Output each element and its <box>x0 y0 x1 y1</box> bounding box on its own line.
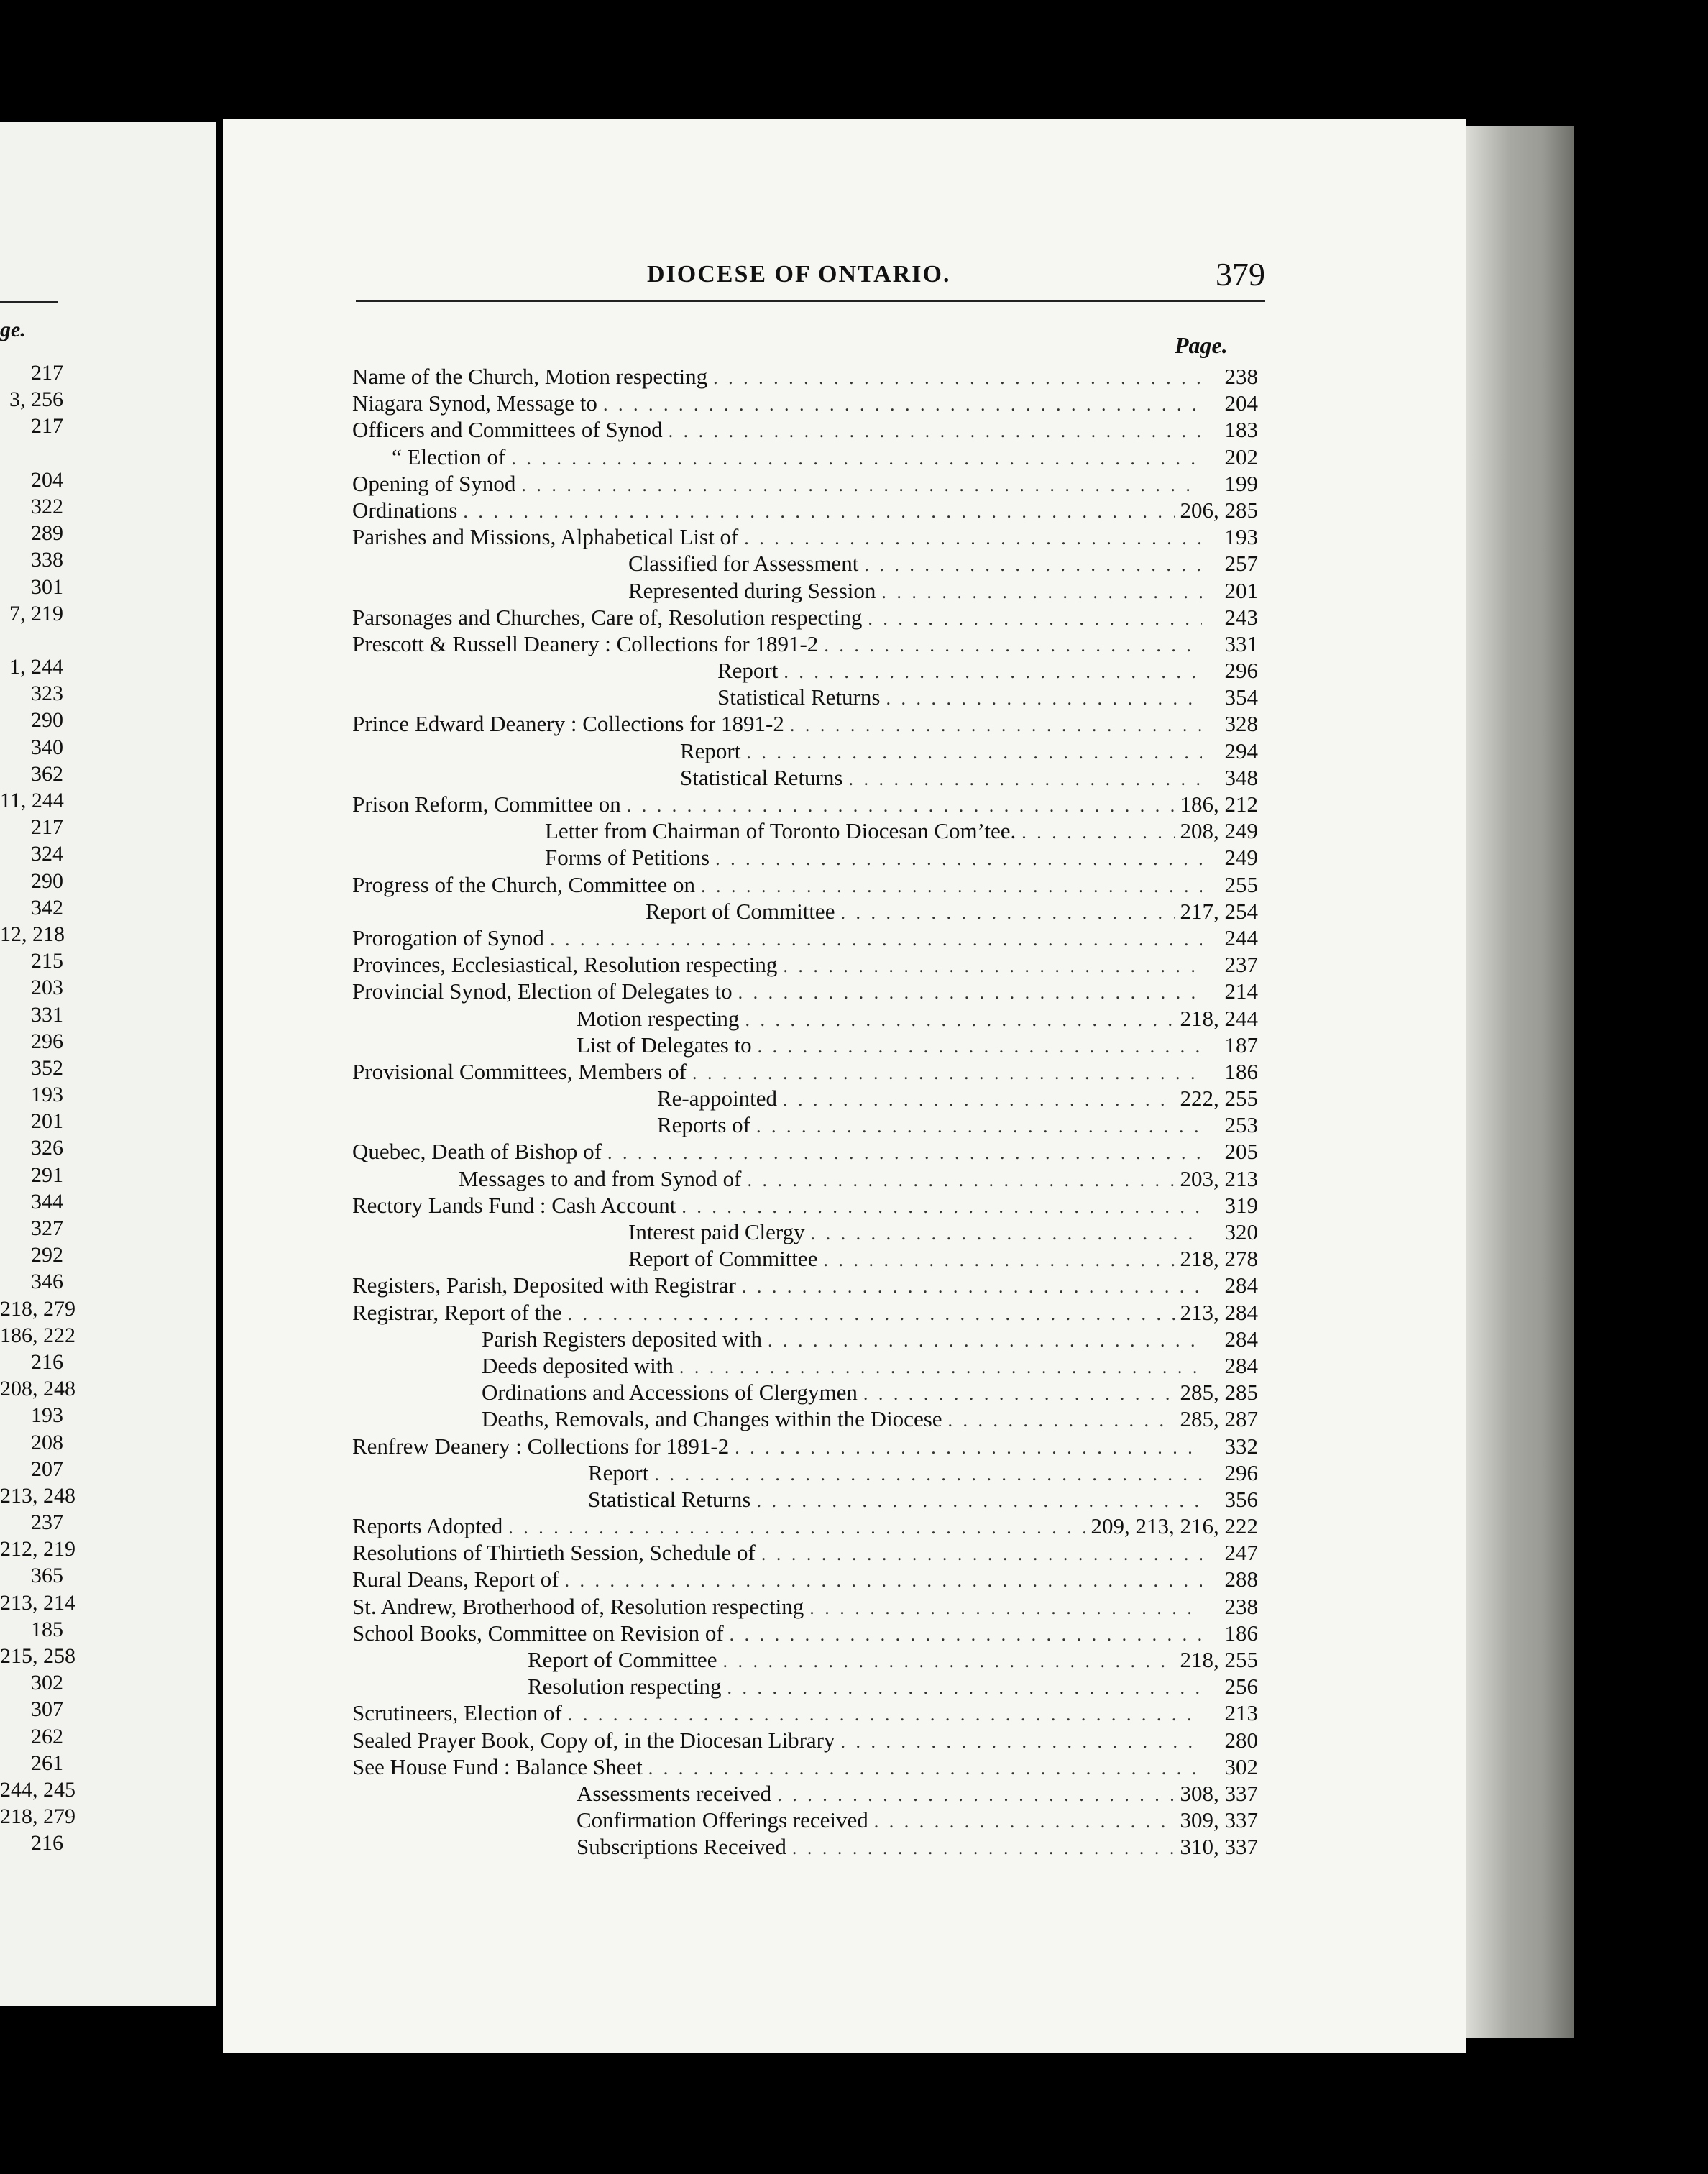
left-page-number: 186, 222 <box>0 1323 75 1347</box>
entry-label: Reports Adopted <box>352 1513 503 1539</box>
left-header-rule <box>0 301 58 303</box>
index-entry <box>352 1245 1258 1272</box>
index-entry <box>352 604 1258 630</box>
entry-pages: 187 <box>1224 1032 1258 1058</box>
index-entry <box>352 1085 1258 1111</box>
left-page-number: 327 <box>31 1216 63 1240</box>
index-entry <box>352 1379 1258 1405</box>
index-entry <box>352 416 1258 443</box>
index-entry <box>352 871 1258 898</box>
dot-leader <box>568 1701 1202 1728</box>
entry-label: List of Delegates to <box>577 1032 752 1058</box>
index-entries <box>352 363 1258 1861</box>
dot-leader <box>508 1514 1085 1541</box>
entry-label: Subscriptions Received <box>577 1834 786 1860</box>
index-entry <box>352 550 1258 577</box>
index-entry <box>352 1646 1258 1673</box>
left-page-number: 322 <box>31 494 63 518</box>
entry-label: Motion respecting <box>577 1005 740 1031</box>
left-page-number: 213, 248 <box>0 1483 75 1508</box>
index-entry <box>352 1780 1258 1807</box>
entry-label: Provinces, Ecclesiastical, Resolution respecting <box>352 952 778 978</box>
index-entry <box>352 1539 1258 1566</box>
left-page-number: 244, 245 <box>0 1777 75 1802</box>
left-page-number: 217 <box>31 414 63 439</box>
dot-leader <box>840 899 1174 926</box>
entry-pages: 199 <box>1224 470 1258 496</box>
dot-leader <box>463 498 1174 525</box>
dot-leader <box>790 712 1202 738</box>
entry-label: Forms of Petitions <box>545 845 710 871</box>
left-page-number: 12, 218 <box>0 922 65 946</box>
entry-label: Prorogation of Synod <box>352 925 544 950</box>
entry-pages: 284 <box>1224 1272 1258 1298</box>
dot-leader <box>722 1648 1174 1674</box>
entry-pages: 356 <box>1224 1486 1258 1512</box>
index-entry <box>352 1326 1258 1352</box>
dot-leader <box>886 685 1202 712</box>
index-entry <box>352 630 1258 657</box>
dot-leader <box>848 766 1202 792</box>
dot-leader <box>881 579 1202 605</box>
dot-leader <box>679 1354 1202 1380</box>
left-column-label: ge. <box>0 318 26 341</box>
left-page-number: 208, 248 <box>0 1377 75 1401</box>
left-page-number: 290 <box>31 708 63 733</box>
left-page-number: 1, 244 <box>9 655 63 679</box>
entry-label: Resolution respecting <box>528 1674 722 1700</box>
entry-label: School Books, Committee on Revision of <box>352 1620 724 1646</box>
entry-label: See House Fund : Balance Sheet <box>352 1753 643 1779</box>
entry-pages: 204 <box>1224 390 1258 416</box>
entry-pages: 285, 285 <box>1180 1380 1258 1405</box>
entry-label: Deaths, Removals, and Changes within the Diocese <box>482 1406 942 1432</box>
left-page-number: 237 <box>31 1510 63 1535</box>
dot-leader <box>607 1139 1202 1166</box>
entry-pages: 294 <box>1224 738 1258 763</box>
left-page-number: 215, 258 <box>0 1644 75 1668</box>
dot-leader <box>1021 819 1174 845</box>
entry-pages: 214 <box>1224 978 1258 1004</box>
entry-pages: 285, 287 <box>1180 1406 1258 1432</box>
entry-pages: 193 <box>1224 524 1258 550</box>
entry-pages: 218, 255 <box>1180 1647 1258 1672</box>
left-page-number: 346 <box>31 1270 63 1294</box>
entry-pages: 328 <box>1224 711 1258 737</box>
dot-leader <box>730 1621 1202 1648</box>
entry-pages: 201 <box>1224 577 1258 603</box>
left-page-number: 365 <box>31 1564 63 1588</box>
left-page-number <box>0 627 63 653</box>
left-page-number: 331 <box>31 1002 63 1027</box>
left-page-number: 3, 256 <box>9 387 63 412</box>
left-page <box>0 122 216 2006</box>
entry-pages: 256 <box>1224 1674 1258 1700</box>
page-column-label: Page. <box>1175 332 1228 358</box>
entry-label: Opening of Synod <box>352 470 516 496</box>
dot-leader <box>627 792 1175 819</box>
entry-pages: 253 <box>1224 1112 1258 1138</box>
index-entry <box>352 1593 1258 1620</box>
entry-label: Sealed Prayer Book, Copy of, in the Diocesan Library <box>352 1727 835 1753</box>
entry-label: Report <box>680 738 741 763</box>
entry-pages: 296 <box>1224 1459 1258 1485</box>
entry-label: Report of Committee <box>628 1246 818 1272</box>
entry-pages: 247 <box>1224 1540 1258 1566</box>
entry-label: Statistical Returns <box>717 684 881 710</box>
book-page-edge <box>1466 126 1574 2038</box>
left-page-number: 185 <box>31 1617 63 1641</box>
entry-pages: 331 <box>1224 630 1258 656</box>
dot-leader <box>701 873 1202 899</box>
dot-leader <box>648 1755 1202 1781</box>
entry-label: Statistical Returns <box>588 1486 751 1512</box>
dot-leader <box>756 1487 1202 1514</box>
entry-label: Parsonages and Churches, Care of, Resolution respecting <box>352 604 863 630</box>
left-page-number: 291 <box>31 1162 63 1187</box>
index-entry <box>352 1272 1258 1298</box>
entry-pages: 186 <box>1224 1058 1258 1084</box>
entry-pages: 186 <box>1224 1620 1258 1646</box>
entry-pages: 255 <box>1224 871 1258 897</box>
left-page-number: 204 <box>31 467 63 492</box>
index-entry <box>352 1459 1258 1486</box>
left-page-number: 344 <box>31 1189 63 1214</box>
dot-leader <box>521 472 1202 498</box>
dot-leader <box>669 418 1202 444</box>
index-entry <box>352 1165 1258 1192</box>
index-entry <box>352 657 1258 684</box>
entry-label: Confirmation Offerings received <box>577 1807 868 1833</box>
left-page-number: 207 <box>31 1457 63 1481</box>
entry-label: Ordinations <box>352 497 458 523</box>
entry-pages: 238 <box>1224 364 1258 389</box>
left-page-number: 326 <box>31 1136 63 1160</box>
dot-leader <box>511 445 1202 472</box>
entry-pages: 205 <box>1224 1139 1258 1165</box>
dot-leader <box>745 1006 1174 1033</box>
index-entry <box>352 363 1258 390</box>
index-entry <box>352 1700 1258 1726</box>
left-page-number: 290 <box>31 868 63 893</box>
dot-leader <box>874 1808 1175 1835</box>
index-entry <box>352 1111 1258 1138</box>
dot-leader <box>783 1086 1174 1113</box>
index-entry <box>352 898 1258 925</box>
entry-label: Renfrew Deanery : Collections for 1891-2 <box>352 1433 730 1459</box>
entry-pages: 213 <box>1224 1700 1258 1726</box>
left-page-number: 301 <box>31 574 63 599</box>
entry-pages: 288 <box>1224 1567 1258 1592</box>
left-page-number <box>0 440 63 467</box>
index-entry <box>352 1673 1258 1700</box>
entry-pages: 310, 337 <box>1180 1834 1258 1860</box>
entry-label: Report of Committee <box>528 1647 717 1672</box>
index-entry <box>352 523 1258 550</box>
entry-label: Report <box>588 1459 649 1485</box>
index-entry <box>352 1566 1258 1592</box>
entry-pages: 348 <box>1224 764 1258 790</box>
left-page-number: 340 <box>31 735 63 759</box>
entry-pages: 284 <box>1224 1352 1258 1378</box>
index-entry <box>352 791 1258 817</box>
entry-pages: 209, 213, 216, 222 <box>1091 1513 1258 1539</box>
index-entry <box>352 951 1258 978</box>
dot-leader <box>758 1033 1202 1060</box>
left-page-number: 216 <box>31 1349 63 1374</box>
entry-label: Classified for Assessment <box>628 551 859 577</box>
entry-pages: 280 <box>1224 1727 1258 1753</box>
dot-leader <box>863 1380 1175 1407</box>
index-entry <box>352 1433 1258 1459</box>
dot-leader <box>747 1167 1174 1193</box>
index-entry <box>352 390 1258 416</box>
index-entry <box>352 978 1258 1004</box>
index-entry <box>352 1620 1258 1646</box>
dot-leader <box>746 739 1202 766</box>
entry-label: Report of Committee <box>646 898 835 924</box>
left-page-number: 302 <box>31 1671 63 1695</box>
entry-label: St. Andrew, Brotherhood of, Resolution respecting <box>352 1593 804 1619</box>
entry-label: Parish Registers deposited with <box>482 1326 763 1352</box>
dot-leader <box>681 1193 1202 1220</box>
left-page-number: 262 <box>31 1724 63 1748</box>
entry-label: Quebec, Death of Bishop of <box>352 1139 602 1165</box>
entry-pages: 320 <box>1224 1219 1258 1244</box>
entry-label: “ Election of <box>392 444 506 469</box>
left-page-number: 215 <box>31 949 63 973</box>
dot-leader <box>868 605 1202 632</box>
dot-leader <box>715 845 1202 872</box>
left-page-number: 193 <box>31 1083 63 1107</box>
entry-label: Registrar, Report of the <box>352 1299 562 1325</box>
entry-label: Re-appointed <box>657 1086 778 1111</box>
index-entry <box>352 470 1258 497</box>
index-entry <box>352 1299 1258 1326</box>
left-page-number: 362 <box>31 761 63 786</box>
dot-leader <box>783 953 1202 979</box>
entry-pages: 203, 213 <box>1180 1165 1258 1191</box>
left-page-number: 296 <box>31 1029 63 1053</box>
left-page-number: 261 <box>31 1751 63 1775</box>
entry-label: Progress of the Church, Committee on <box>352 871 695 897</box>
entry-label: Resolutions of Thirtieth Session, Schedule of <box>352 1540 756 1566</box>
left-page-number: 193 <box>31 1403 63 1428</box>
dot-leader <box>738 979 1202 1006</box>
index-entry <box>352 1405 1258 1432</box>
entry-label: Provisional Committees, Members of <box>352 1058 687 1084</box>
entry-pages: 213, 284 <box>1180 1299 1258 1325</box>
entry-pages: 257 <box>1224 551 1258 577</box>
left-page-number: 218, 279 <box>0 1296 75 1321</box>
entry-label: Niagara Synod, Message to <box>352 390 597 416</box>
index-entry <box>352 764 1258 791</box>
entry-label: Letter from Chairman of Toronto Diocesan Com’tee. <box>545 818 1016 844</box>
entry-label: Name of the Church, Motion respecting <box>352 364 708 389</box>
index-entry <box>352 1352 1258 1379</box>
left-page-number: 208 <box>31 1430 63 1454</box>
page-number: 379 <box>1216 256 1265 293</box>
dot-leader <box>811 1220 1202 1247</box>
left-page-number: 352 <box>31 1055 63 1080</box>
entry-label: Deeds deposited with <box>482 1352 674 1378</box>
entry-pages: 332 <box>1224 1433 1258 1459</box>
dot-leader <box>692 1060 1202 1086</box>
entry-label: Rectory Lands Fund : Cash Account <box>352 1192 676 1218</box>
index-entry <box>352 844 1258 871</box>
entry-pages: 202 <box>1224 444 1258 469</box>
index-entry <box>352 1513 1258 1539</box>
index-entry <box>352 577 1258 604</box>
entry-pages: 309, 337 <box>1180 1807 1258 1833</box>
entry-pages: 296 <box>1224 658 1258 684</box>
index-entry <box>352 497 1258 523</box>
entry-pages: 243 <box>1224 604 1258 630</box>
entry-pages: 186, 212 <box>1180 792 1258 817</box>
index-entry <box>352 925 1258 951</box>
entry-pages: 222, 255 <box>1180 1086 1258 1111</box>
index-entry <box>352 684 1258 710</box>
index-entry <box>352 1753 1258 1780</box>
dot-leader <box>809 1595 1202 1621</box>
entry-label: Statistical Returns <box>680 764 843 790</box>
index-entry <box>352 1192 1258 1219</box>
dot-leader <box>727 1674 1202 1701</box>
entry-pages: 302 <box>1224 1753 1258 1779</box>
entry-pages: 183 <box>1224 417 1258 443</box>
entry-label: Scrutineers, Election of <box>352 1700 562 1726</box>
index-entry <box>352 1833 1258 1860</box>
left-page-number: 203 <box>31 976 63 1000</box>
entry-pages: 238 <box>1224 1593 1258 1619</box>
entry-pages: 308, 337 <box>1180 1780 1258 1806</box>
entry-pages: 218, 278 <box>1180 1246 1258 1272</box>
left-page-number: 307 <box>31 1697 63 1722</box>
dot-leader <box>841 1728 1203 1755</box>
entry-label: Prescott & Russell Deanery : Collections for 1891-2 <box>352 630 819 656</box>
entry-pages: 354 <box>1224 684 1258 710</box>
left-page-number: 216 <box>31 1831 63 1856</box>
index-entry <box>352 1727 1258 1753</box>
entry-label: Officers and Committees of Synod <box>352 417 663 443</box>
index-entry <box>352 1032 1258 1058</box>
dot-leader <box>824 632 1202 659</box>
entry-pages: 217, 254 <box>1180 898 1258 924</box>
index-entry <box>352 1486 1258 1513</box>
entry-pages: 206, 285 <box>1180 497 1258 523</box>
dot-leader <box>744 525 1202 551</box>
left-page-number: 218, 279 <box>0 1804 75 1829</box>
index-entry <box>352 710 1258 737</box>
dot-leader <box>768 1327 1202 1354</box>
dot-leader <box>713 364 1202 391</box>
dot-leader <box>792 1835 1175 1861</box>
entry-pages: 208, 249 <box>1180 818 1258 844</box>
running-title: DIOCESE OF ONTARIO. <box>647 261 951 288</box>
dot-leader <box>735 1434 1202 1461</box>
entry-pages: 319 <box>1224 1192 1258 1218</box>
left-page-number: 201 <box>31 1109 63 1134</box>
entry-pages: 218, 244 <box>1180 1005 1258 1031</box>
index-entry <box>352 1138 1258 1165</box>
left-page-number: 212, 219 <box>0 1537 75 1561</box>
dot-leader <box>565 1567 1202 1594</box>
dot-leader <box>742 1273 1202 1300</box>
entry-label: Interest paid Clergy <box>628 1219 805 1244</box>
index-entry <box>352 738 1258 764</box>
entry-pages: 249 <box>1224 845 1258 871</box>
header-rule <box>356 300 1265 302</box>
dot-leader <box>761 1541 1202 1567</box>
dot-leader <box>550 926 1202 953</box>
dot-leader <box>864 551 1202 578</box>
entry-label: Prince Edward Deanery : Collections for 1891-2 <box>352 711 784 737</box>
index-entry <box>352 1005 1258 1032</box>
left-page-number: 289 <box>31 521 63 546</box>
dot-leader <box>567 1301 1174 1327</box>
index-entry <box>352 817 1258 844</box>
entry-label: Report <box>717 658 779 684</box>
index-entry <box>352 1219 1258 1245</box>
index-entry <box>352 444 1258 470</box>
left-page-number: 11, 244 <box>0 789 64 812</box>
dot-leader <box>756 1113 1202 1139</box>
left-page-number: 324 <box>31 842 63 866</box>
left-page-number: 213, 214 <box>0 1590 75 1615</box>
left-page-number: 292 <box>31 1243 63 1267</box>
entry-label: Registers, Parish, Deposited with Registrar <box>352 1272 736 1298</box>
left-page-number: 338 <box>31 548 63 572</box>
dot-leader <box>784 659 1202 685</box>
entry-label: Provincial Synod, Election of Delegates to <box>352 978 733 1004</box>
entry-pages: 237 <box>1224 952 1258 978</box>
left-page-number: 217 <box>31 815 63 840</box>
dot-leader <box>823 1247 1174 1273</box>
dot-leader <box>654 1461 1202 1487</box>
left-page-number: 217 <box>31 361 63 385</box>
page-header <box>424 255 1265 298</box>
entry-label: Prison Reform, Committee on <box>352 792 621 817</box>
entry-label: Represented during Session <box>628 577 876 603</box>
entry-label: Rural Deans, Report of <box>352 1567 559 1592</box>
left-page-number: 323 <box>31 682 63 706</box>
entry-label: Messages to and from Synod of <box>459 1165 742 1191</box>
index-entry <box>352 1807 1258 1833</box>
entry-label: Assessments received <box>577 1780 772 1806</box>
entry-pages: 244 <box>1224 925 1258 950</box>
left-page-number: 342 <box>31 895 63 919</box>
left-page-number: 7, 219 <box>9 601 63 625</box>
index-entry <box>352 1058 1258 1085</box>
entry-pages: 284 <box>1224 1326 1258 1352</box>
entry-label: Parishes and Missions, Alphabetical List of <box>352 524 739 550</box>
left-page-numbers <box>0 359 75 1857</box>
entry-label: Reports of <box>657 1112 751 1138</box>
entry-label: Ordinations and Accessions of Clergymen <box>482 1380 858 1405</box>
dot-leader <box>777 1781 1174 1808</box>
dot-leader <box>603 391 1202 418</box>
dot-leader <box>948 1407 1175 1434</box>
